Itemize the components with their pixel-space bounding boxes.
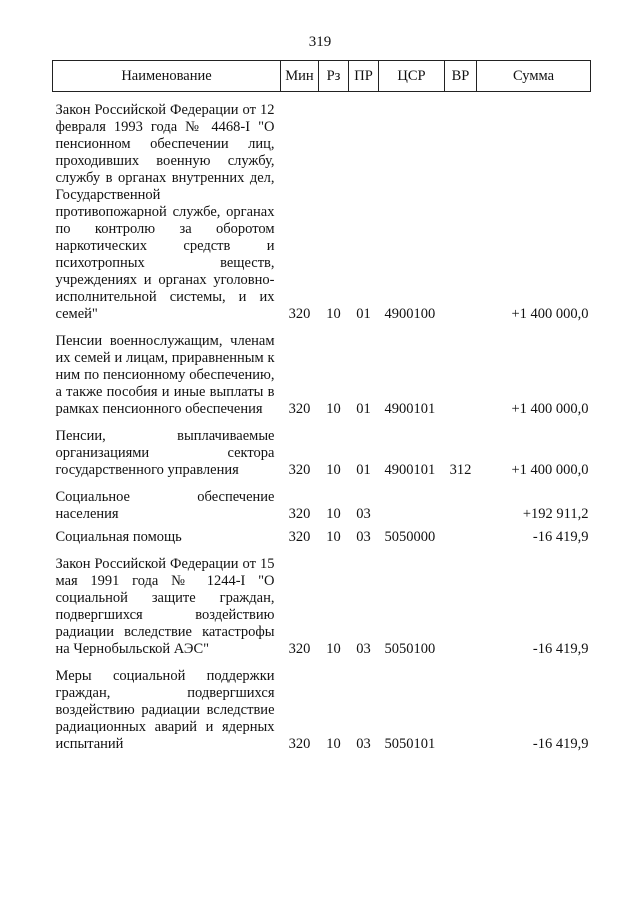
row-min: 320 [288, 641, 311, 657]
row-name: Закон Российской Федерации от 12 февраля 1993 года № 4468-I "О пенсионном обеспечении лиц, проходивших военную службу, службу в органах внутренних дел, Государственной противопожарной службе, органах по контролю за оборотом наркотических средств и психотропных веществ, учреждениях и органах уголовно-исполнительной системы, и их семей" [55, 102, 275, 322]
row-sum: +1 400 000,0 [511, 401, 589, 417]
table-body [53, 92, 591, 754]
row-name: Пенсии военнослужащим, членам их семей и лицам, приравненным к ним по пенсионному обеспечению, а также пособия и иные выплаты в рамках пенсионного обеспечения [55, 333, 275, 417]
row-name: Социальное обеспечение населения [55, 489, 275, 522]
row-vr [445, 556, 477, 658]
row-rz: 10 [326, 506, 341, 522]
row-pr: 01 [356, 401, 371, 417]
row-rz: 10 [326, 529, 341, 545]
row-sum: +1 400 000,0 [511, 306, 589, 322]
table-row [53, 428, 591, 479]
header-min: Мин [281, 61, 319, 92]
row-vr [445, 668, 477, 753]
row-min: 320 [288, 506, 311, 522]
row-name: Пенсии, выплачиваемые организациями сектора государственного управления [55, 428, 275, 478]
row-csr: 4900101 [384, 401, 436, 417]
table-header [53, 61, 591, 92]
row-sum: -16 419,9 [532, 641, 589, 657]
row-name: Закон Российской Федерации от 15 мая 1991 года № 1244-I "О социальной защите граждан, подвергшихся воздействию радиации вследствие катастрофы на Чернобыльской АЭС" [55, 556, 275, 657]
row-rz: 10 [326, 401, 341, 417]
header-csr: ЦСР [379, 61, 445, 92]
row-sum: -16 419,9 [532, 529, 589, 545]
row-vr [445, 102, 477, 323]
row-pr: 03 [356, 506, 371, 522]
row-rz: 10 [326, 641, 341, 657]
row-csr [379, 489, 445, 523]
row-sum: +1 400 000,0 [511, 462, 589, 478]
row-vr [445, 529, 477, 546]
row-min: 320 [288, 462, 311, 478]
header-name: Наименование [53, 61, 281, 92]
header-rz: Рз [319, 61, 349, 92]
row-name: Социальная помощь [55, 529, 182, 545]
row-sum: +192 911,2 [522, 506, 589, 522]
row-rz: 10 [326, 462, 341, 478]
row-pr: 03 [356, 529, 371, 545]
row-csr: 5050000 [384, 529, 436, 545]
header-pr: ПР [349, 61, 379, 92]
row-vr [445, 333, 477, 418]
row-csr: 5050101 [384, 736, 436, 752]
row-rz: 10 [326, 306, 341, 322]
table-row [53, 668, 591, 753]
row-rz: 10 [326, 736, 341, 752]
row-min: 320 [288, 736, 311, 752]
row-csr: 5050100 [384, 641, 436, 657]
row-pr: 03 [356, 736, 371, 752]
header-sum: Сумма [477, 61, 591, 92]
page-number: 319 [308, 34, 332, 50]
row-vr [445, 489, 477, 523]
row-vr: 312 [449, 462, 472, 478]
header-vr: ВР [445, 61, 477, 92]
row-csr: 4900100 [384, 306, 436, 322]
row-min: 320 [288, 401, 311, 417]
row-sum: -16 419,9 [532, 736, 589, 752]
budget-table [52, 60, 591, 753]
row-min: 320 [288, 306, 311, 322]
table-row [53, 489, 591, 523]
row-min: 320 [288, 529, 311, 545]
row-pr: 03 [356, 641, 371, 657]
table-row [53, 529, 591, 546]
table-row [53, 333, 591, 418]
row-pr: 01 [356, 306, 371, 322]
row-csr: 4900101 [384, 462, 436, 478]
row-pr: 01 [356, 462, 371, 478]
row-name: Меры социальной поддержки граждан, подвергшихся воздействию радиации вследствие радиационных аварий и ядерных испытаний [55, 668, 275, 752]
table-row [53, 556, 591, 658]
table-row [53, 102, 591, 323]
